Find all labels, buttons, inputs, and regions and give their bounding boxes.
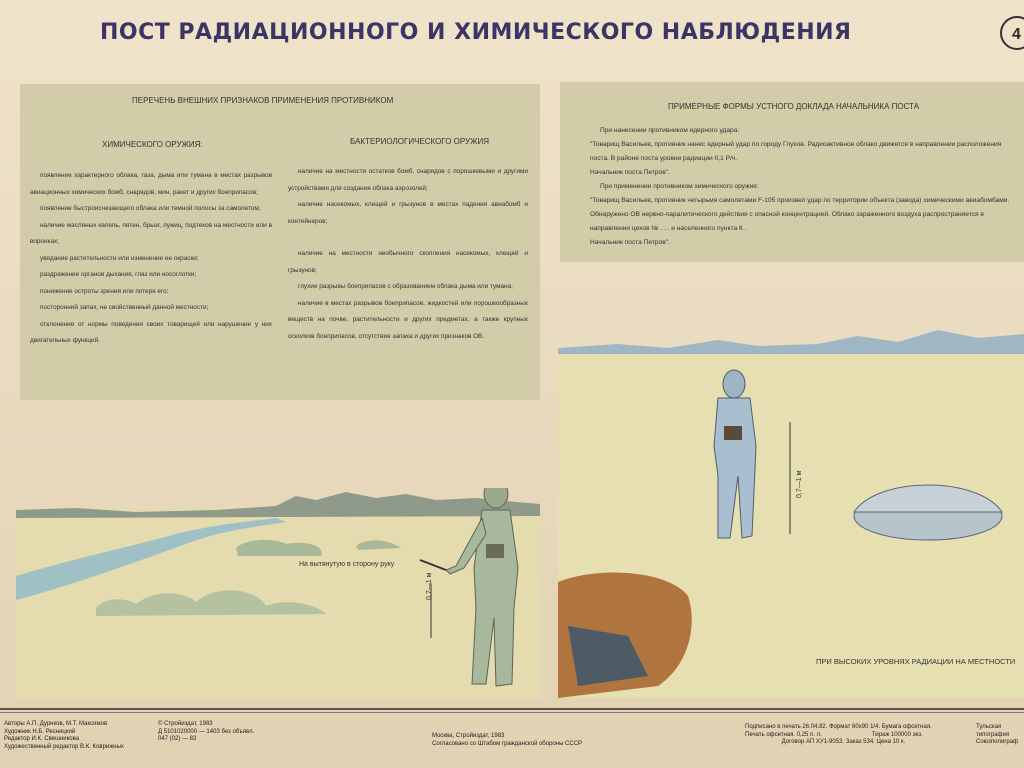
dosimeter-device [486, 544, 504, 558]
print-info [745, 724, 932, 747]
observer-field-illustration [16, 488, 540, 698]
report-panel [560, 82, 1024, 262]
bacteriological-sign-item: наличие в местах разрывов боеприпасов, жидкостей или порошкообразных веществ на почве, растительности и других предметах, а также крупных осколков боеприпасов, отсутствие запаха и других признаков ОВ. [288, 299, 528, 340]
page-number-badge: 4 [1000, 16, 1024, 50]
bacteriological-sign-item: наличие на местности остатков бомб, снарядов с порошкевыми и другими устройствами для создания облака аэрозолей; [288, 168, 528, 192]
high-radiation-caption: ПРИ ВЫСОКИХ УРОВНЯХ РАДИАЦИИ НА МЕСТНОСТИ [816, 657, 1016, 666]
print-info-line: Подписано в печать 26.04.82. Формат 60х90 1/4. Бумага офсетная. [745, 724, 932, 730]
approval-line: Согласовано со Штабом гражданской обороны СССР [432, 740, 583, 747]
credit-line: Художник Н.Б. Ресницкий [4, 728, 76, 735]
credit-line: Художественный редактор В.К. Коврижных [4, 743, 124, 750]
chemical-intro: При применении противником химического оружия: [600, 183, 759, 190]
page-title: ПОСТ РАДИАЦИОННОГО И ХИМИЧЕСКОГО НАБЛЮДЕНИЯ [100, 20, 852, 45]
nuclear-signature: Начальник поста Петров". [590, 169, 670, 176]
code-line: Д 5101020000 — 1403 без объявл. [158, 728, 255, 735]
printer-line: типография [976, 731, 1010, 738]
chemical-heading: ХИМИЧЕСКОГО ОРУЖИЯ: [102, 140, 203, 149]
bacteriological-sign-item: глухие разрывы боеприпасов с образованием облака дыма или тумана; [298, 283, 513, 290]
field-scene-drawing [16, 488, 540, 698]
publisher-copyright: © Стройиздат, 1983 [158, 721, 213, 727]
report-text [590, 124, 1010, 250]
signs-panel-title: ПЕРЕЧЕНЬ ВНЕШНИХ ПРИЗНАКОВ ПРИМЕНЕНИЯ ПРОТИВНИКОМ [132, 96, 394, 105]
print-info-line: Печать офсетная. 0,25 п. л. Тираж 100000 экз. [745, 731, 923, 738]
chemical-report: "Товарищ Васильев, противник четырьмя самолетами F-105 произвел удар по территории объекта (завода) химическими авиабомбами. Обнаружено ОВ нервно-паралитического действия с опасной концентрацией. Облако зараженного воздуха распространяется в направлении цехов № . . . и населенного пункта К . [590, 197, 1010, 232]
shelter-scene-drawing [558, 326, 1024, 698]
footer-divider-thin [0, 712, 1024, 713]
bacteriological-signs-list [288, 164, 528, 345]
height-label-right: 0,7—1 м [796, 470, 803, 498]
chemical-sign-item: увядание растительности или изменение ее окраски; [40, 254, 199, 262]
credits-block [4, 721, 124, 751]
chemical-sign-item: раздражение органов дыхания, глаз или носоглотки; [40, 271, 197, 278]
shelter-illustration [558, 326, 1024, 698]
printer-line: Союзполиграф [976, 739, 1019, 746]
credit-line: Авторы А.П. Дурнков, М.Т. Максимов [4, 721, 108, 727]
chemical-sign-item: посторонний запах, не свойственный данной местности; [40, 304, 209, 311]
height-label-left: 0,7—1 м [426, 572, 433, 600]
bacteriological-heading: БАКТЕРИОЛОГИЧЕСКОГО ОРУЖИЯ [350, 137, 490, 146]
bacteriological-sign-item: наличие насекомых, клещей и грызунов в местах падения авиабомб и контейнеров; [288, 201, 528, 225]
chemical-sign-item: понижение остроты зрения или потеря его; [40, 287, 169, 295]
chemical-sign-item: наличие масляных капель, пятен, брызг, лужиц, подтеков на местности или в воронках; [30, 221, 272, 245]
credit-line: Редактор И.К. Свешникова [4, 736, 80, 743]
chemical-sign-item: появление быстроисчезающего облака или темной полосы за самолетом; [40, 205, 261, 212]
forest-horizon [16, 492, 540, 518]
arm-caption: На вытянутую в сторону руку [299, 561, 395, 568]
signs-panel [20, 84, 540, 400]
chemical-signs-list [30, 168, 272, 350]
nuclear-report: "Товарищ Васильев, противник нанес ядерный удар по городу Глухов. Радиоактивное облако движется в направлении расположения поста. В районе поста уровни радиации 0,1 Р/ч. [590, 141, 1002, 162]
printer-line: Тульская [976, 724, 1002, 730]
printer-info [976, 724, 1018, 747]
city-line: Москва, Стройиздат, 1983 [432, 733, 505, 739]
nuclear-intro: При нанесении противником ядерного удара: [600, 127, 740, 134]
chemical-sign-item: появление характерного облака, газа, дыма или тумана в местах разрывов авиационных химических бомб, снарядов, мин, ракет и других боеприпасов; [30, 172, 272, 196]
chemical-signature: Начальник поста Петров". [590, 239, 670, 246]
chemical-sign-item: отклонение от нормы поведения своих товарищей или нарушение у них двигательных функций. [30, 320, 272, 344]
publisher-info [432, 733, 582, 748]
code-line: 047 (02) — 83 [158, 736, 197, 743]
distant-horizon [558, 330, 1024, 354]
gas-mask-head [723, 370, 745, 398]
footer-divider [0, 708, 1024, 710]
report-panel-title: ПРИМЕРНЫЕ ФОРМЫ УСТНОГО ДОКЛАДА НАЧАЛЬНИКА ПОСТА [668, 102, 920, 111]
print-info-line: Договор АП ХУ1-9053. Заказ 534. Цена 10 к. [745, 739, 906, 746]
bacteriological-sign-item: наличие на местности необычного скопления насекомых, клещей и грызунов; [288, 250, 528, 274]
publication-codes [158, 721, 254, 744]
radiometer-device [724, 426, 742, 440]
